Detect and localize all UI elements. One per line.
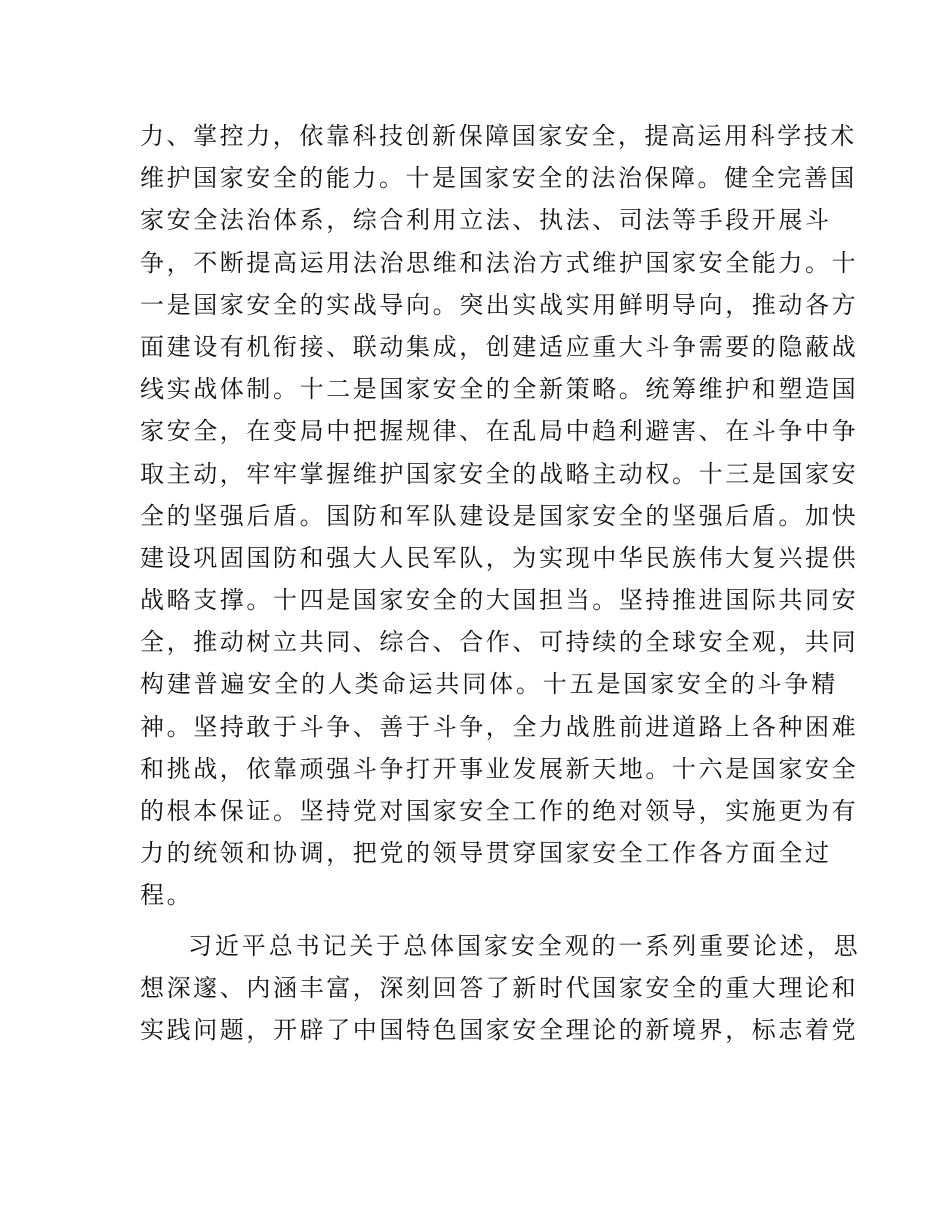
text-line: 一是国家安全的实战导向。突出实战实用鲜明导向，推动各方 [140, 290, 859, 319]
text-line: 神。坚持敢于斗争、善于斗争，全力战胜前进道路上各种困难 [140, 712, 859, 741]
text-line: 实践问题，开辟了中国特色国家安全理论的新境界，标志着党 [140, 1015, 859, 1044]
text-line: 争，不断提高运用法治思维和法治方式维护国家安全能力。十 [140, 248, 859, 277]
text-line: 构建普遍安全的人类命运共同体。十五是国家安全的斗争精 [140, 670, 839, 699]
paragraph-2 [140, 925, 861, 1052]
text-line: 维护国家安全的能力。十是国家安全的法治保障。健全完善国 [140, 164, 857, 193]
text-line: 全的坚强后盾。国防和军队建设是国家安全的坚强后盾。加快 [140, 501, 859, 530]
text-line: 取主动，牢牢掌握维护国家安全的战略主动权。十三是国家安 [140, 459, 859, 488]
text-line: 线实战体制。十二是国家安全的全新策略。统筹维护和塑造国 [140, 375, 859, 404]
paragraph-1 [140, 115, 859, 917]
text-line: 家安全，在变局中把握规律、在乱局中趋利避害、在斗争中争 [140, 417, 859, 446]
paragraph-spacer [140, 917, 810, 925]
text-line: 建设巩固国防和强大人民军队，为实现中华民族伟大复兴提供 [140, 543, 859, 572]
text-line: 家安全法治体系，综合利用立法、执法、司法等手段开展斗 [140, 206, 832, 235]
text-line: 战略支撑。十四是国家安全的大国担当。坚持推进国际共同安 [140, 586, 859, 615]
text-line: 的根本保证。坚持党对国家安全工作的绝对领导，实施更为有 [140, 797, 859, 825]
text-line: 想深邃、内涵丰富，深刻回答了新时代国家安全的重大理论和 [140, 973, 859, 1002]
document-body [140, 115, 861, 1051]
text-line: 全，推动树立共同、综合、合作、可持续的全球安全观，共同 [140, 628, 859, 657]
text-line: 和挑战，依靠顽强斗争打开事业发展新天地。十六是国家安全 [140, 754, 859, 783]
text-line: 习近平总书记关于总体国家安全观的一系列重要论述，思 [188, 931, 861, 960]
text-line: 面建设有机衔接、联动集成，创建适应重大斗争需要的隐蔽战 [140, 332, 859, 361]
text-line: 力、掌控力，依靠科技创新保障国家安全，提高运用科学技术 [140, 122, 857, 150]
text-line: 力的统领和协调，把党的领导贯穿国家安全工作各方面全过 [140, 839, 832, 868]
text-line: 程。 [140, 881, 194, 910]
